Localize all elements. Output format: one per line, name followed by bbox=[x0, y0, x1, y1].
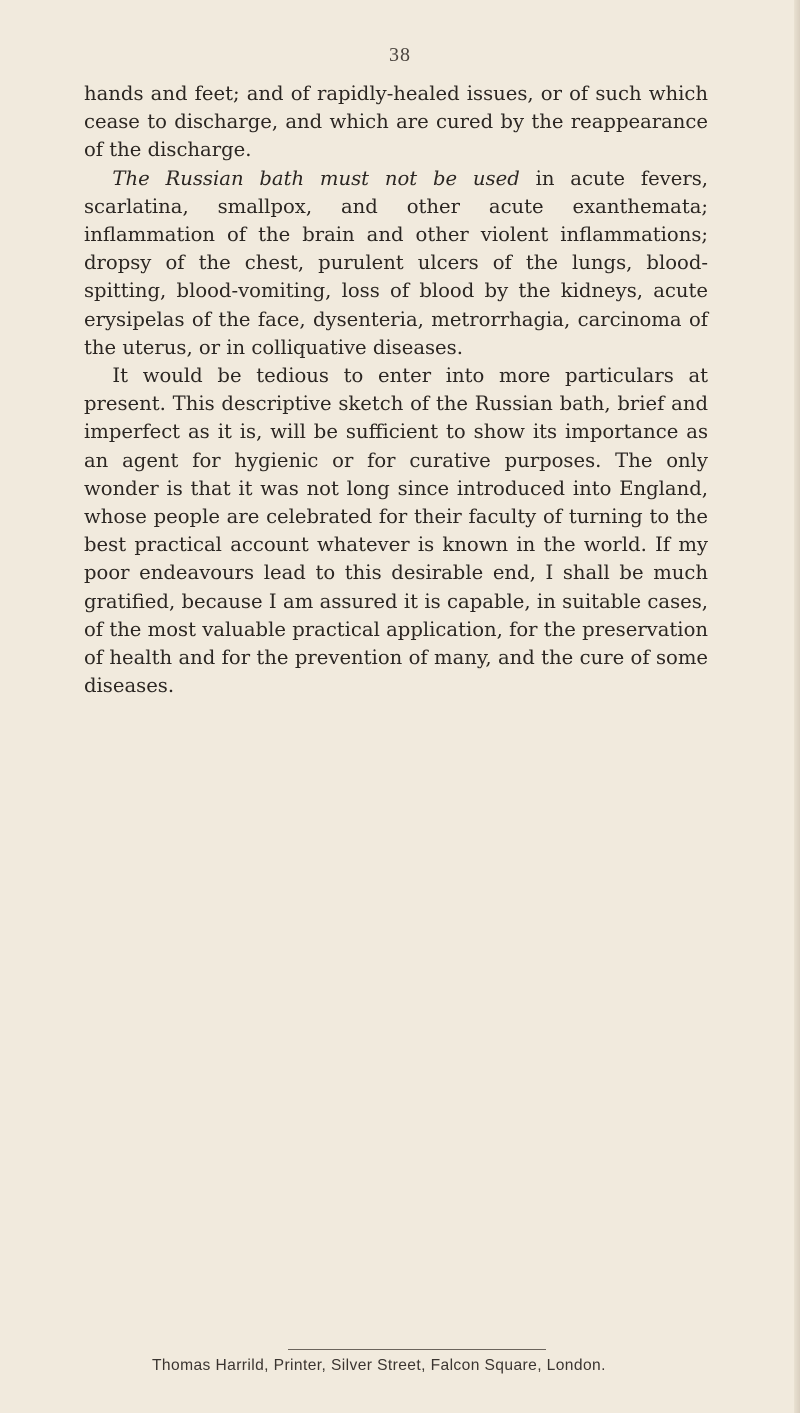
page-number: 38 bbox=[389, 44, 411, 66]
paragraph-2-text: in acute fevers, scarlatina, smallpox, and other acute exanthemata; inflammation of the brain and other violent inflammations; dropsy of the chest, purulent ulcers of the lungs, blood-spitting, blood-vomiting, loss of blood by the kidneys, acute erysipelas of the face, dysenteria, metrorrhagia, carcinoma of the uterus, or in colliquative diseases. bbox=[84, 166, 708, 359]
paragraph-2-emphasis: The Russian bath must not be used bbox=[112, 166, 520, 190]
page-edge bbox=[794, 0, 800, 1413]
paragraph-1 bbox=[84, 80, 708, 165]
body-text bbox=[84, 80, 708, 700]
paragraph-3 bbox=[84, 362, 708, 700]
printer-imprint: Thomas Harrild, Printer, Silver Street, Falcon Square, London. bbox=[152, 1357, 606, 1374]
paragraph-3-text: It would be tedious to enter into more particulars at present. This descriptive sketch of the Russian bath, brief and imperfect as it is, will be sufficient to show its importance as an agent for hygienic or for curative purposes. The only wonder is that it was not long since introduced into England, whose people are celebrated for their faculty of turning to the best practical account whatever is known in the world. If my poor endeavours lead to this desirable end, I shall be much gratified, because I am assured it is capable, in suitable cases, of the most valuable practical application, for the preservation of health and for the prevention of many, and the cure of some diseases. bbox=[84, 364, 708, 698]
footer-rule bbox=[288, 1349, 546, 1350]
paragraph-1-text: hands and feet; and of rapidly-healed issues, or of such which cease to discharge, and which are cured by the reappearance of the discharge. bbox=[84, 82, 708, 162]
paragraph-2 bbox=[84, 165, 708, 362]
